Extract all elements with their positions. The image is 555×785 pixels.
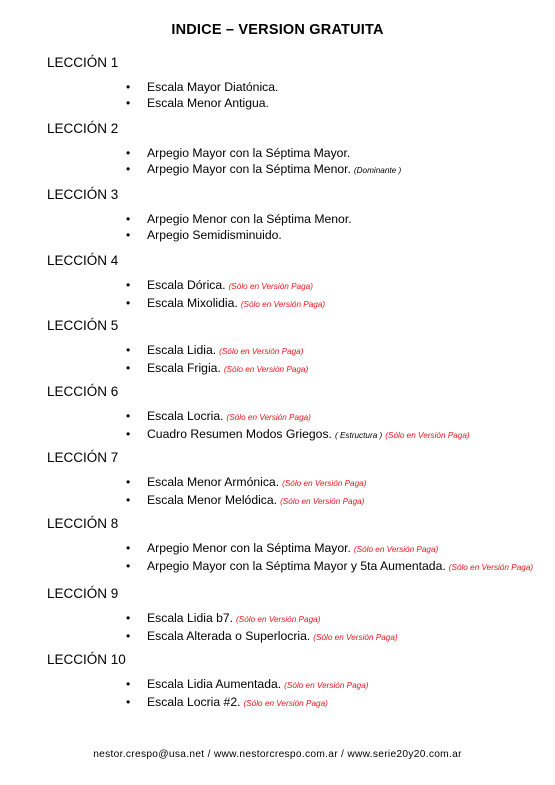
lesson-topic-list bbox=[47, 211, 547, 243]
topic-list-item bbox=[47, 558, 547, 576]
topic-text: Arpegio Menor con la Séptima Mayor. bbox=[147, 541, 351, 555]
paid-version-note: (Sólo en Versión Paga) bbox=[226, 413, 311, 422]
topic-list-item bbox=[47, 408, 547, 426]
paid-version-note: (Sólo en Versión Paga) bbox=[243, 699, 328, 708]
paid-version-note: (Sólo en Versión Paga) bbox=[282, 479, 367, 488]
topic-text: Escala Mayor Diatónica. bbox=[147, 80, 279, 94]
topic-list-item bbox=[47, 540, 547, 558]
lesson-block bbox=[47, 121, 547, 179]
paid-version-note: (Sólo en Versión Paga) bbox=[284, 681, 369, 690]
lesson-heading: LECCIÓN 4 bbox=[47, 253, 119, 268]
bullet-icon: • bbox=[126, 361, 131, 375]
topic-text: Escala Menor Melódica. bbox=[147, 493, 278, 507]
lesson-topic-list bbox=[47, 145, 547, 179]
paid-version-note: (Sólo en Versión Paga) bbox=[223, 365, 309, 374]
lesson-heading: LECCIÓN 10 bbox=[47, 652, 126, 667]
paid-version-note: (Sólo en Versión Paga) bbox=[313, 633, 398, 642]
topic-text: Arpegio Semidisminuido. bbox=[147, 228, 282, 242]
lesson-heading: LECCIÓN 3 bbox=[47, 187, 119, 202]
bullet-icon: • bbox=[126, 96, 131, 110]
topic-list-item bbox=[47, 79, 547, 95]
lesson-block bbox=[47, 516, 547, 576]
topic-list-item bbox=[47, 492, 547, 510]
lesson-block bbox=[47, 384, 547, 444]
lesson-topic-list bbox=[47, 277, 547, 313]
bullet-icon: • bbox=[126, 541, 131, 555]
bullet-icon: • bbox=[126, 278, 131, 292]
lesson-topic-list bbox=[47, 610, 547, 646]
lesson-heading: LECCIÓN 8 bbox=[47, 516, 119, 531]
topic-list-item bbox=[47, 360, 547, 378]
topic-text: Escala Lidia Aumentada. bbox=[147, 677, 282, 691]
topic-list-item bbox=[47, 426, 547, 444]
lesson-topic-list bbox=[47, 79, 547, 111]
bullet-icon: • bbox=[126, 629, 131, 643]
lesson-block bbox=[47, 187, 547, 243]
topic-text: Escala Locria #2. bbox=[147, 695, 241, 709]
footer-contacts: nestor.crespo@usa.net / www.nestorcrespo.com.ar / www.serie20y20.com.ar bbox=[93, 749, 462, 760]
topic-list-item bbox=[47, 277, 547, 295]
topic-text: Escala Locria. bbox=[147, 409, 224, 423]
paid-version-note: (Sólo en Versión Paga) bbox=[228, 282, 313, 291]
bullet-icon: • bbox=[126, 427, 131, 441]
lesson-topic-list bbox=[47, 408, 547, 444]
topic-list-item bbox=[47, 694, 547, 712]
topic-list-item bbox=[47, 227, 547, 243]
topic-list-item bbox=[47, 474, 547, 492]
topic-annotation: (Dominante ) bbox=[353, 166, 402, 175]
bullet-icon: • bbox=[126, 559, 131, 573]
bullet-icon: • bbox=[126, 296, 131, 310]
lesson-topic-list bbox=[47, 474, 547, 510]
bullet-icon: • bbox=[126, 162, 131, 176]
topic-text: Escala Lidia b7. bbox=[147, 611, 234, 625]
lesson-topic-list bbox=[47, 540, 547, 576]
paid-version-note: (Sólo en Versión Paga) bbox=[240, 300, 326, 309]
lesson-heading: LECCIÓN 9 bbox=[47, 586, 119, 601]
lesson-heading: LECCIÓN 6 bbox=[47, 384, 119, 399]
lesson-topic-list bbox=[47, 676, 547, 712]
lesson-heading: LECCIÓN 1 bbox=[47, 55, 119, 70]
bullet-icon: • bbox=[126, 409, 131, 423]
topic-text: Cuadro Resumen Modos Griegos. bbox=[147, 427, 332, 441]
topic-list-item bbox=[47, 628, 547, 646]
topic-text: Arpegio Mayor con la Séptima Mayor. bbox=[147, 146, 351, 160]
topic-list-item bbox=[47, 145, 547, 161]
lesson-block bbox=[47, 652, 547, 712]
bullet-icon: • bbox=[126, 228, 131, 242]
lesson-heading: LECCIÓN 7 bbox=[47, 450, 119, 465]
paid-version-note: (Sólo en Versión Paga) bbox=[219, 347, 304, 356]
topic-list-item bbox=[47, 342, 547, 360]
lesson-block bbox=[47, 318, 547, 378]
lesson-heading: LECCIÓN 2 bbox=[47, 121, 119, 136]
lesson-block bbox=[47, 586, 547, 646]
paid-version-note: (Sólo en Versión Paga) bbox=[353, 545, 439, 554]
bullet-icon: • bbox=[126, 493, 131, 507]
topic-text: Escala Lidia. bbox=[147, 343, 217, 357]
topic-text: Escala Mixolidia. bbox=[147, 296, 238, 310]
bullet-icon: • bbox=[126, 611, 131, 625]
bullet-icon: • bbox=[126, 212, 131, 226]
lesson-heading: LECCIÓN 5 bbox=[47, 318, 119, 333]
bullet-icon: • bbox=[126, 80, 131, 94]
paid-version-note: (Sólo en Versión Paga) bbox=[385, 431, 470, 440]
topic-list-item bbox=[47, 211, 547, 227]
topic-list-item bbox=[47, 610, 547, 628]
lesson-block bbox=[47, 55, 547, 111]
topic-text: Arpegio Mayor con la Séptima Mayor y 5ta Aumentada. bbox=[147, 559, 446, 573]
lesson-block bbox=[47, 253, 547, 313]
paid-version-note: (Sólo en Versión Paga) bbox=[236, 615, 321, 624]
page-title: INDICE – VERSION GRATUITA bbox=[171, 22, 384, 38]
topic-text: Escala Alterada o Superlocria. bbox=[147, 629, 311, 643]
lesson-topic-list bbox=[47, 342, 547, 378]
topic-list-item bbox=[47, 95, 547, 111]
topic-text: Escala Frigia. bbox=[147, 361, 221, 375]
topic-list-item bbox=[47, 161, 547, 179]
bullet-icon: • bbox=[126, 695, 131, 709]
topic-list-item bbox=[47, 295, 547, 313]
topic-text: Escala Menor Antigua. bbox=[147, 96, 269, 110]
bullet-icon: • bbox=[126, 146, 131, 160]
bullet-icon: • bbox=[126, 343, 131, 357]
topic-text: Arpegio Mayor con la Séptima Menor. bbox=[147, 162, 351, 176]
topic-text: Arpegio Menor con la Séptima Menor. bbox=[147, 212, 352, 226]
lesson-block bbox=[47, 450, 547, 510]
paid-version-note: (Sólo en Versión Paga) bbox=[448, 563, 534, 572]
topic-text: Escala Dórica. bbox=[147, 278, 226, 292]
bullet-icon: • bbox=[126, 677, 131, 691]
topic-list-item bbox=[47, 676, 547, 694]
topic-text: Escala Menor Armónica. bbox=[147, 475, 280, 489]
paid-version-note: (Sólo en Versión Paga) bbox=[280, 497, 365, 506]
topic-annotation: ( Estructura ) bbox=[334, 431, 383, 440]
bullet-icon: • bbox=[126, 475, 131, 489]
